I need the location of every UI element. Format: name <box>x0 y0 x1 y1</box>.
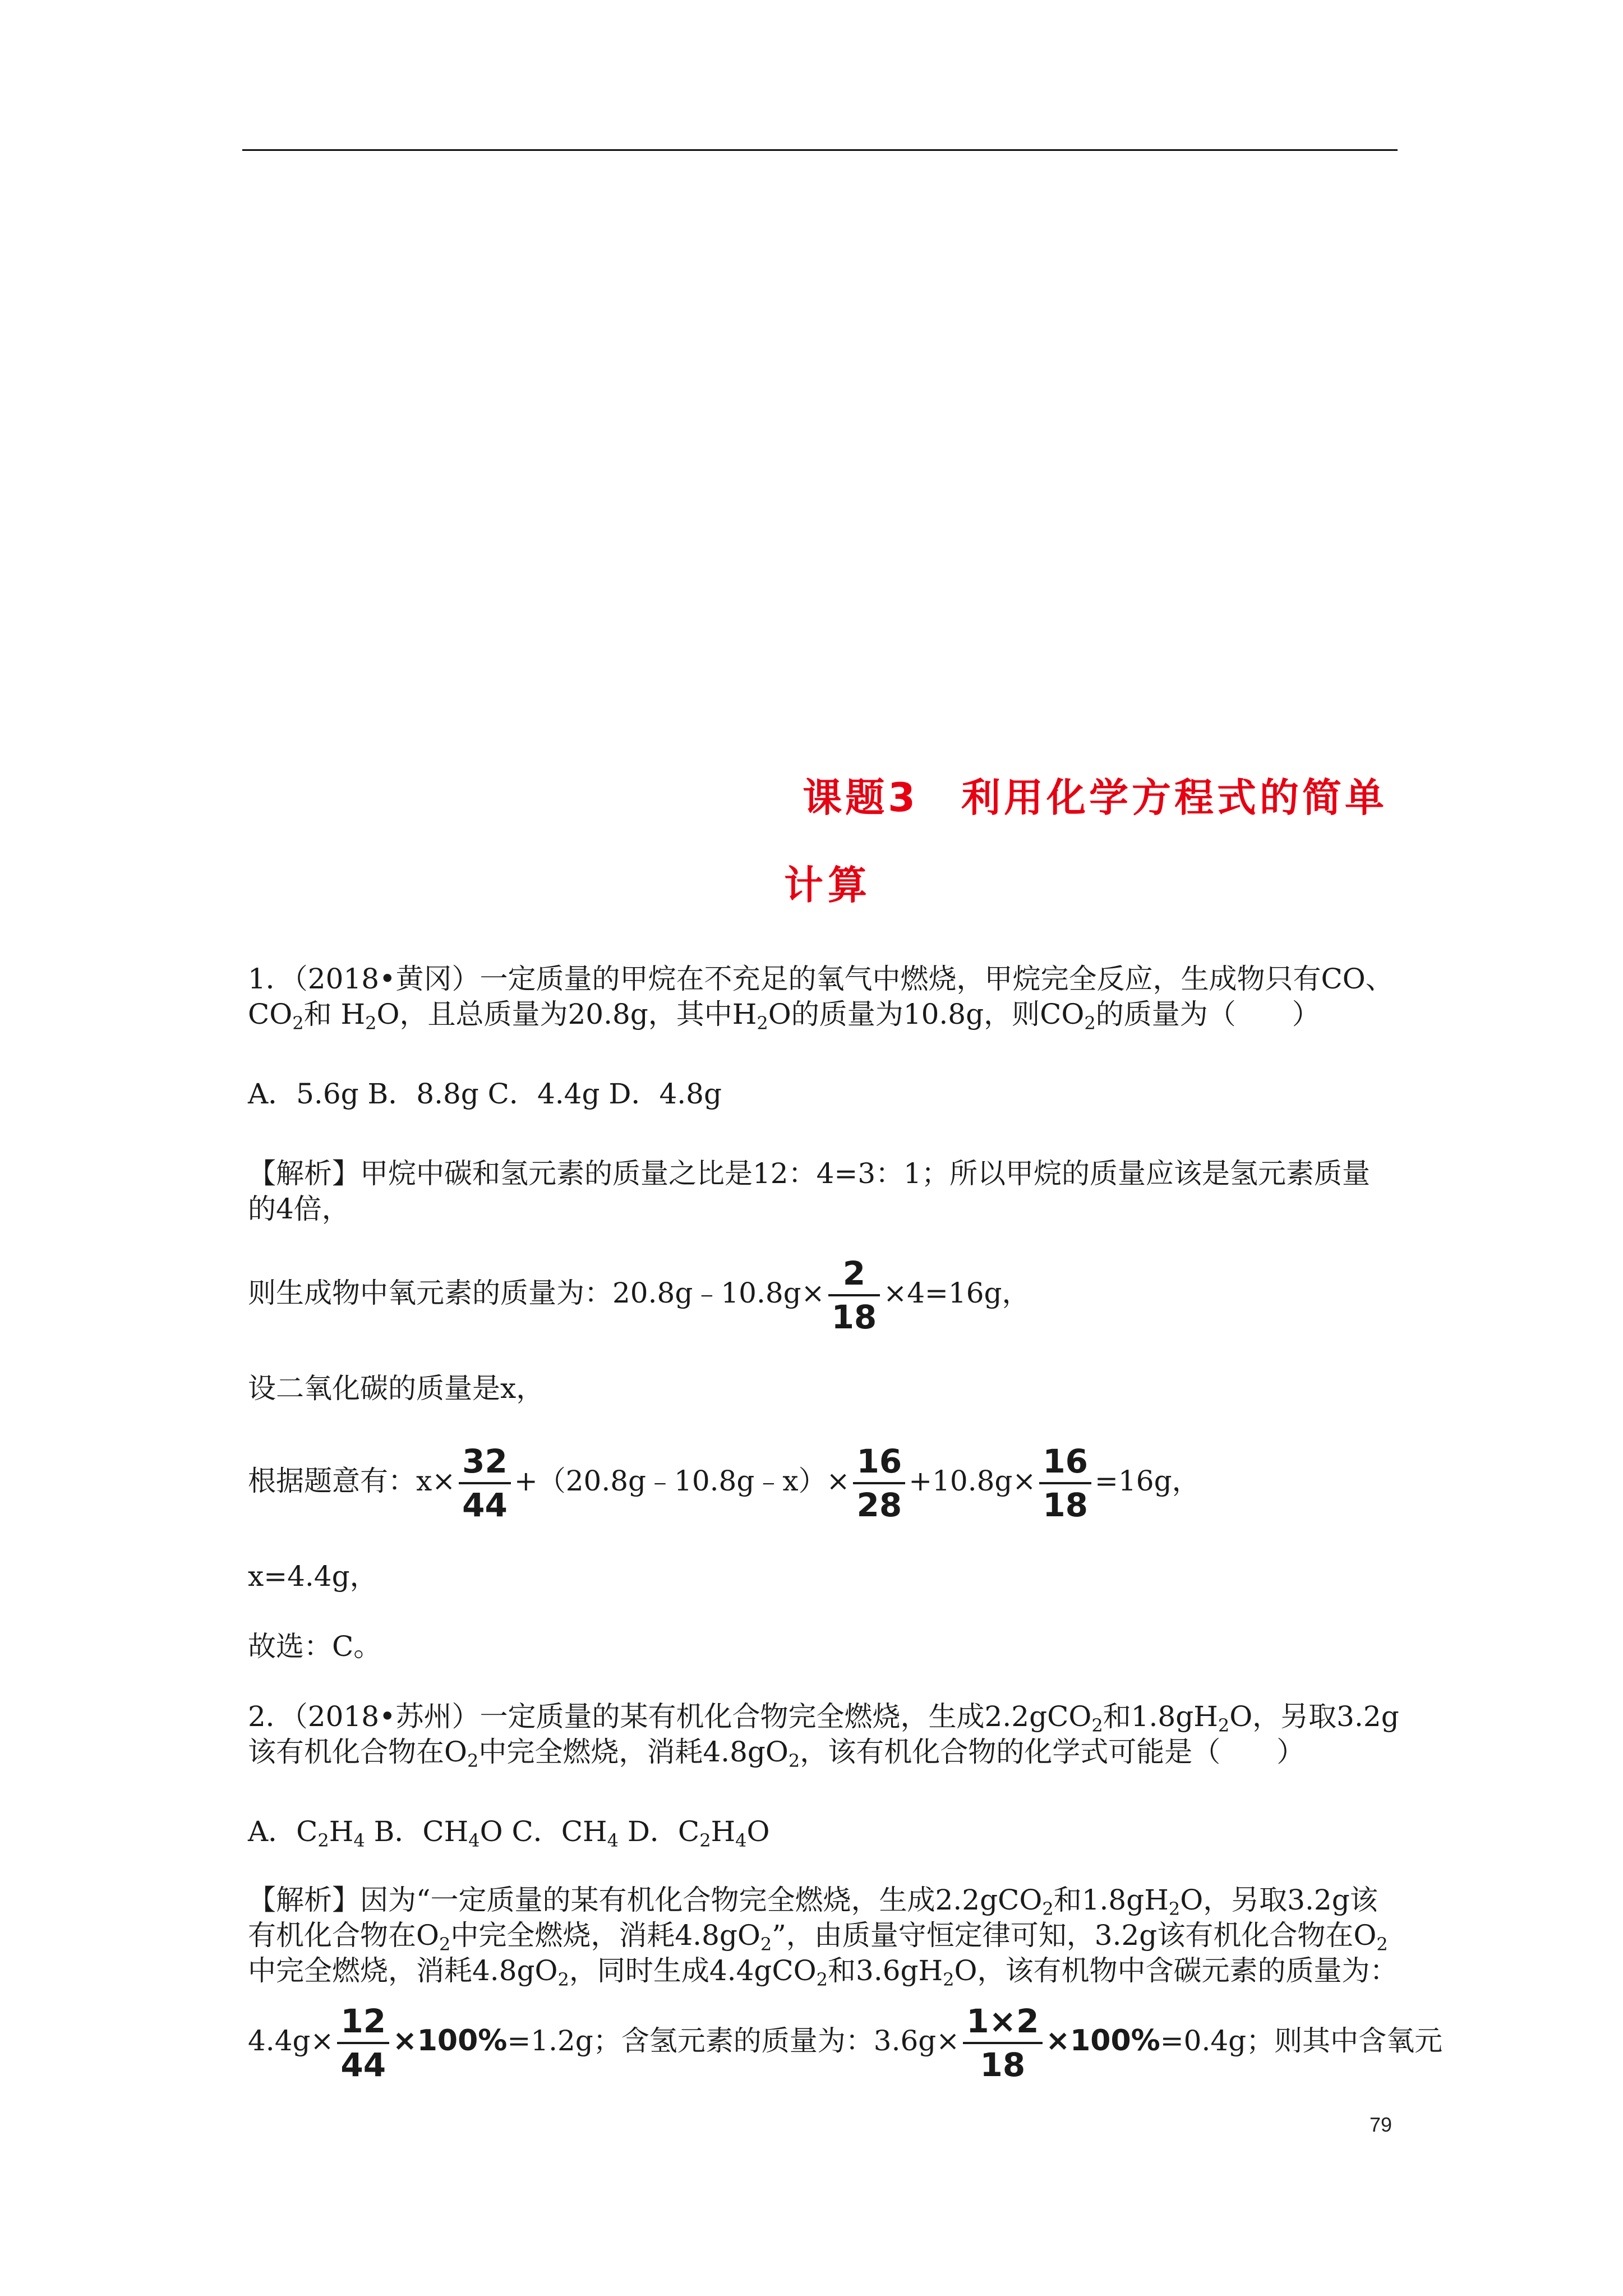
fraction-12-over-44: $\frac{12}{44}$ <box>337 2003 389 2083</box>
q1-set-variable: 设二氧化碳的质量是x， <box>248 1372 545 1405</box>
fraction-16-over-28: $\frac{16}{28}$ <box>853 1443 905 1524</box>
fraction-16-over-18: $\frac{16}{18}$ <box>1039 1443 1091 1524</box>
q2-stem-line1: 2．（2018•苏州）一定质量的某有机化合物完全燃烧，生成2.2gCO$_2$和$1.8gH_2O$，另取3.2g <box>248 1700 1399 1736</box>
q2-options: A．$C_2H_4$ B．$CH_4O$ C．$CH_4$ D．$C_2H_4O$ <box>248 1815 770 1851</box>
page-number: 79 <box>1369 2113 1392 2136</box>
q1-options: A．5.6g B．8.8g C．4.4g D．4.8g <box>248 1078 722 1110</box>
q1-oxygen-mass-calc: 则生成物中氧元素的质量为：20.8g﹣10.8g× $\frac{2}{18}$ ×4=16g， <box>248 1254 1030 1336</box>
q1-analysis-line1: 【解析】甲烷中碳和氢元素的质量之比是12：4=3：1；所以甲烷的质量应该是氢元素质量 <box>248 1157 1370 1190</box>
q1-equation: 根据题意有：x× $\frac{32}{44}$ +（20.8g﹣10.8g﹣x）× $\frac{16}{28}$ +10.8g× $\frac{16}{18}$ =16g， <box>248 1442 1200 1524</box>
lesson-title: 课题3 利用化学方程式的简单 <box>803 775 1387 821</box>
lesson-title-continued: 计算 <box>784 862 872 908</box>
fraction-1x2-over-18: $\frac{1\times 2}{18}$ <box>963 2003 1042 2083</box>
fraction-32-over-44: $\frac{32}{44}$ <box>459 1443 511 1524</box>
q1-analysis-line2: 的4倍， <box>248 1193 350 1225</box>
q2-stem-line2: 该有机化合物在$O_2$中完全燃烧，消耗$4.8gO_2$，该有机化合物的化学式可能是（ ） <box>248 1736 1305 1772</box>
q1-stem-line1: 1．（2018•黄冈）一定质量的甲烷在不充足的氧气中燃烧，甲烷完全反应，生成物只有CO、 <box>248 963 1394 995</box>
q2-analysis-line4: 4.4g× $\frac{12}{44}$ ×100%=1.2g；含氢元素的质量为：3.6g× $\frac{1\times 2}{18}$ ×100%=0.4g；则其中含氧元 <box>248 2002 1443 2084</box>
q2-analysis-line3: 中完全燃烧，消耗$4.8gO_2$，同时生成4.4gCO$_2$和$3.6gH_2O$，该有机物中含碳元素的质量为： <box>248 1954 1398 1990</box>
header-rule <box>242 149 1398 151</box>
q1-result: x=4.4g， <box>248 1560 378 1593</box>
q2-analysis-line1: 【解析】因为“一定质量的某有机化合物完全燃烧，生成2.2gCO$_2$和$1.8gH_2O$，另取3.2g该 <box>248 1884 1378 1920</box>
q1-stem-line2: $CO_2$和 $H_2O$，且总质量为20.8g，其中$H_2O$的质量为10.8g，则$CO_2$的质量为（ ） <box>248 998 1320 1034</box>
q2-analysis-line2: 有机化合物在$O_2$中完全燃烧，消耗$4.8gO_2$”，由质量守恒定律可知，3.2g该有机化合物在$O_2$ <box>248 1919 1388 1955</box>
fraction-2-over-18: $\frac{2}{18}$ <box>828 1255 880 1336</box>
q1-answer: 故选：C。 <box>248 1630 382 1663</box>
